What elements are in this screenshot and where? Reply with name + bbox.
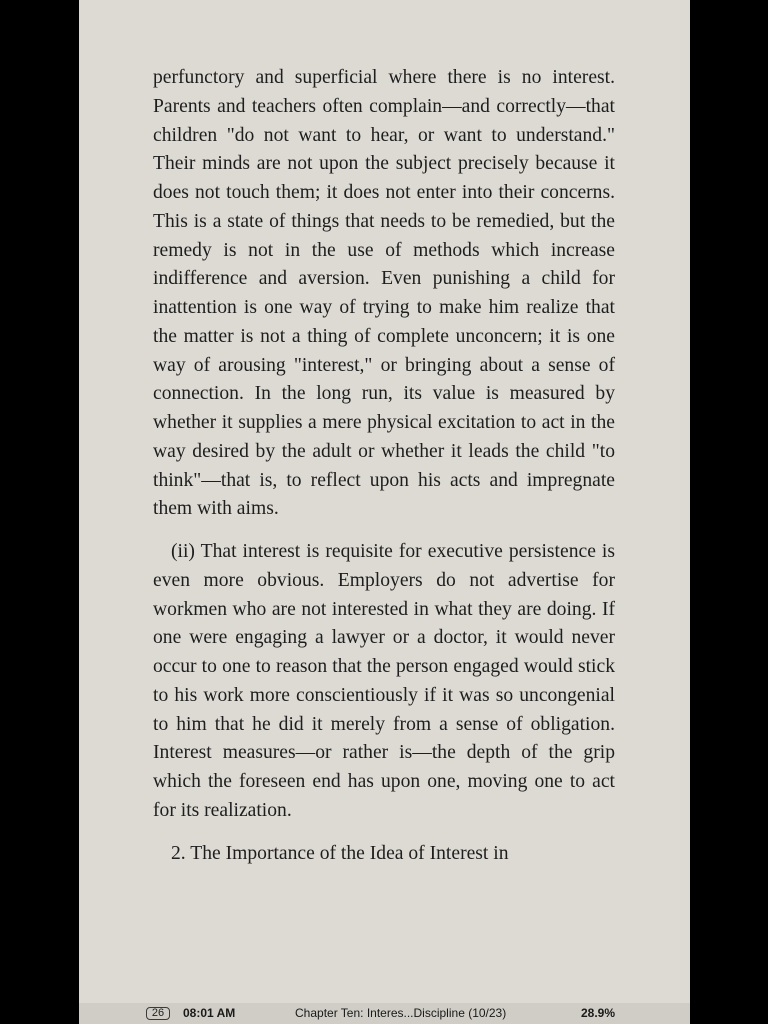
paragraph-3: 2. The Importance of the Idea of Interest in <box>171 842 509 864</box>
paragraph-1: perfunctory and superficial where there is no interest. Parents and teachers often complain—and correctly—that children "do not want to hear, or want to understand." Their minds are not upon the subject precisely because it does not touch them; it does not enter into their concerns. This is a state of things that needs to be remedied, but the remedy is not in the use of methods which increase indifference and aversion. Even punishing a child for inattention is one way of trying to make him realize that the matter is not a thing of complete unconcern; it is one way of arousing "interest," or bringing about a sense of connection. In the long run, its value is measured by whether it supplies a mere physical excitation to act in the way desired by the adult or whether it leads the child "to think"—that is, to reflect upon his acts and impregnate them with aims. <box>153 67 615 520</box>
reader-page[interactable] <box>79 0 690 1024</box>
chapter-title[interactable]: Chapter Ten: Interes...Discipline (10/23) <box>295 1006 507 1020</box>
paragraph-2: (ii) That interest is requisite for executive persistence is even more obvious. Employers do not advertise for workmen who are not interested in what they are doing. If one were engaging a lawyer or a doctor, it would never occur to one to reason that the person engaged would stick to his work more conscientiously if it was so uncongenial to him that he did it merely from a sense of obligation. Interest measures—or rather is—the depth of the grip which the foreseen end has upon one, moving one to act for its realization. <box>153 541 615 821</box>
page-text <box>153 64 615 868</box>
status-bar[interactable] <box>79 1003 690 1024</box>
battery-icon: 26 <box>146 1007 170 1020</box>
clock-time: 08:01 AM <box>183 1006 236 1020</box>
reading-progress: 28.9% <box>581 1006 616 1020</box>
